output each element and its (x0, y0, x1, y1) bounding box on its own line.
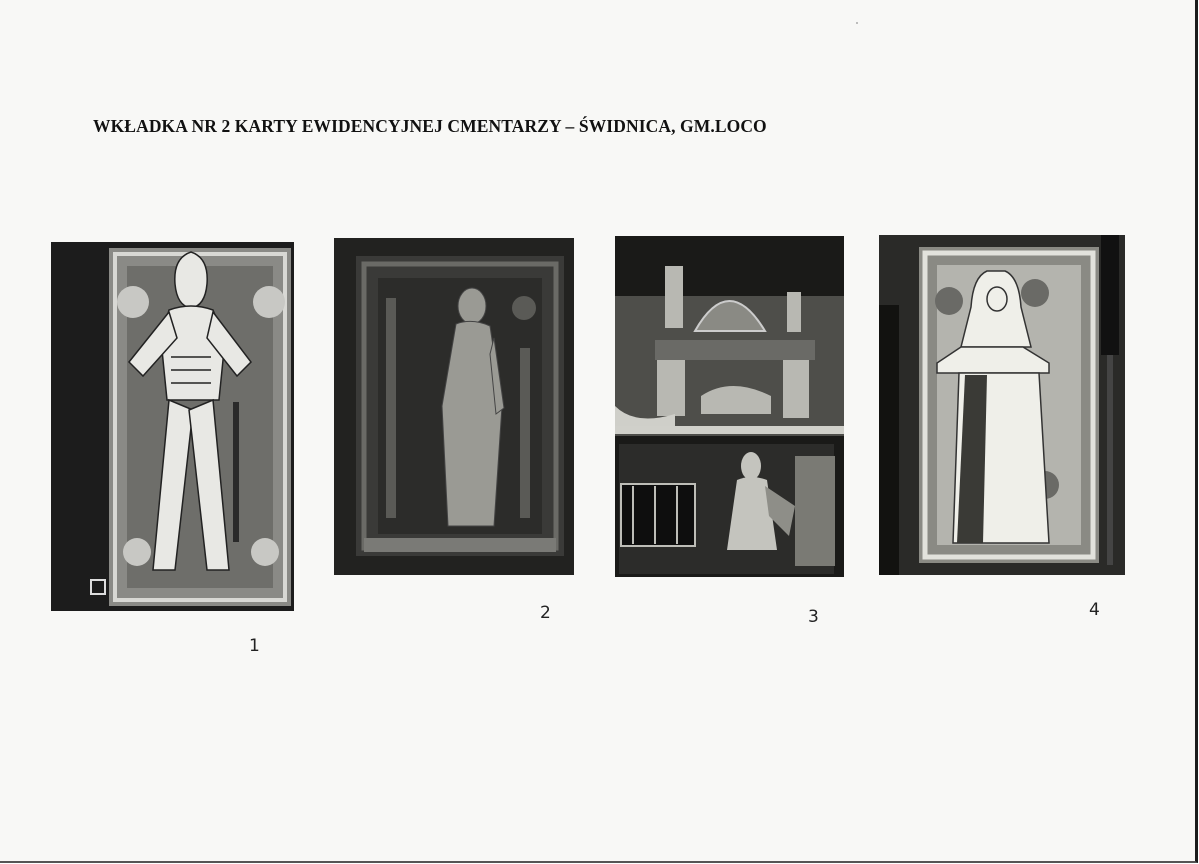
photo-1 (51, 242, 294, 611)
page-title: WKŁADKA NR 2 KARTY EWIDENCYJNEJ CMENTARZY – ŚWIDNICA, GM.LOCO (93, 116, 767, 136)
photo-1-number: 1 (249, 636, 260, 656)
scan-speck (856, 22, 858, 24)
photo-3-number: 3 (808, 607, 819, 627)
photo-3 (615, 236, 844, 577)
photo-4 (879, 235, 1125, 575)
photo-2-number: 2 (540, 603, 551, 623)
photo-2 (334, 238, 574, 575)
photo-4-number: 4 (1089, 600, 1100, 620)
